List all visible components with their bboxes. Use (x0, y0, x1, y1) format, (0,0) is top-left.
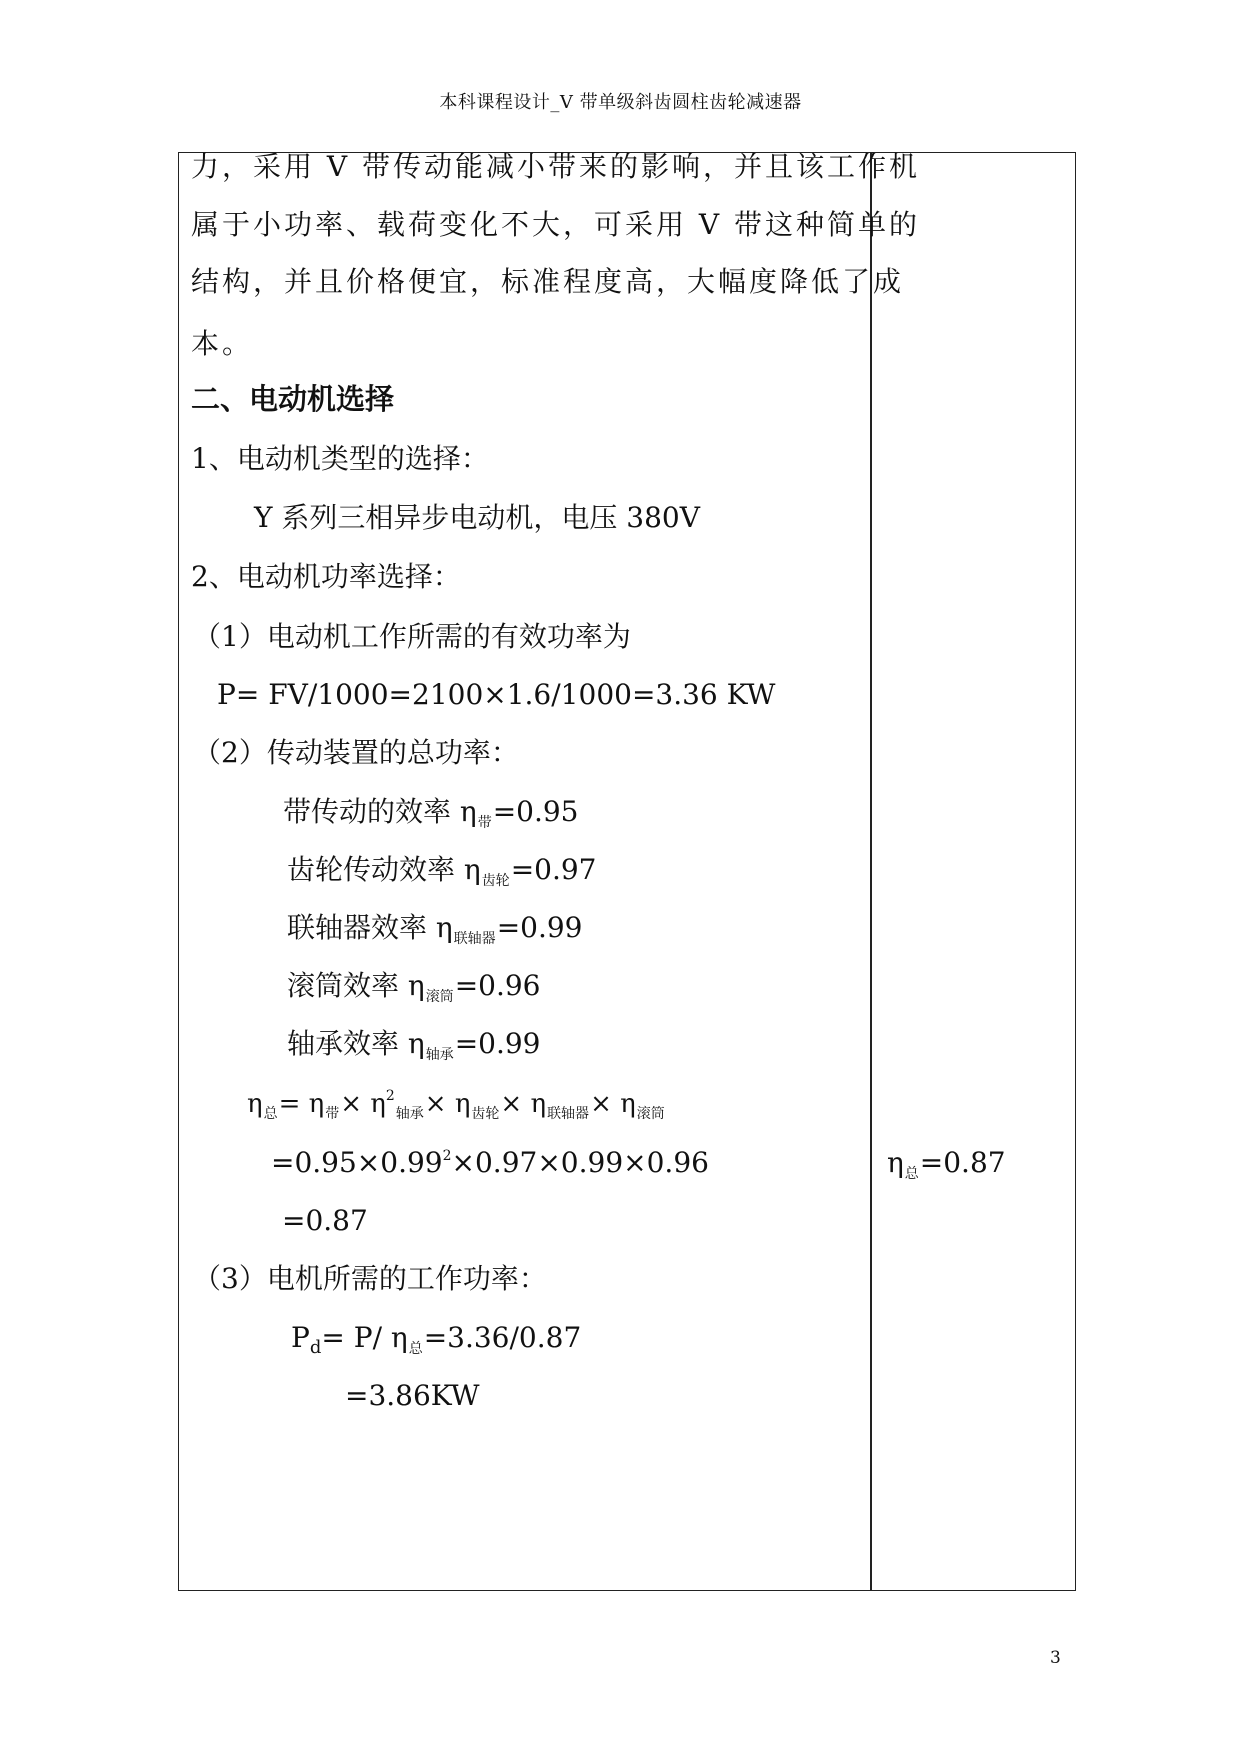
paragraph-line-3: 结构，并且价格便宜，标准程度高，大幅度降低了成 (191, 265, 905, 298)
item-1-value: Y 系列三相异步电动机，电压 380V (254, 501, 700, 534)
step-1-formula: P= FV/1000=2100×1.6/1000=3.36 KW (217, 678, 776, 711)
total-efficiency-result: =0.87 (282, 1204, 368, 1237)
content-table (178, 152, 1076, 1591)
item-2-label: 2、电动机功率选择： (191, 560, 461, 593)
total-efficiency-formula: $\eta_总= \eta_带\times \eta^2_{轴承}\times \eta_{齿轮}\times \eta_{联轴器}\times \eta_{滚筒}$ (247, 1088, 665, 1122)
paragraph-line-2: 属于小功率、载荷变化不大，可采用 V 带这种简单的 (191, 208, 921, 241)
efficiency-gear: 齿轮传动效率 $\eta_{齿轮}=0.97$ (287, 853, 597, 889)
required-power-result: =3.86KW (345, 1379, 480, 1412)
paragraph-line-1: 力，采用 V 带传动能减小带来的影响，并且该工作机 (191, 150, 921, 183)
section-heading: 二、电动机选择 (191, 382, 395, 416)
item-1-label: 1、电动机类型的选择： (191, 442, 489, 475)
efficiency-bearing: 轴承效率 $\eta_{轴承}=0.99$ (287, 1027, 541, 1063)
step-3-label: （3）电机所需的工作功率： (193, 1262, 547, 1295)
side-total-efficiency: $\eta_总=0.87$ (887, 1146, 1006, 1182)
column-divider (870, 153, 872, 1590)
efficiency-drum: 滚筒效率 $\eta_{滚筒}=0.96$ (287, 969, 541, 1005)
page-number: 3 (1050, 1648, 1061, 1668)
required-power-formula: $P_d= P/$ $\eta_总=3.36/0.87$ (291, 1321, 582, 1358)
efficiency-coupling: 联轴器效率 $\eta_{联轴器}=0.99$ (287, 911, 583, 947)
total-efficiency-calculation: $=0.95\times 0.99^2\times 0.97\times 0.99\times 0.96$ (271, 1146, 709, 1179)
step-2-label: （2）传动装置的总功率： (193, 736, 519, 769)
efficiency-belt: 带传动的效率 $\eta_带=0.95$ (283, 795, 579, 831)
page-header: 本科课程设计_V 带单级斜齿圆柱齿轮减速器 (439, 92, 802, 113)
step-1-label: （1）电动机工作所需的有效功率为 (193, 620, 631, 653)
paragraph-line-4: 本。 (191, 327, 254, 360)
